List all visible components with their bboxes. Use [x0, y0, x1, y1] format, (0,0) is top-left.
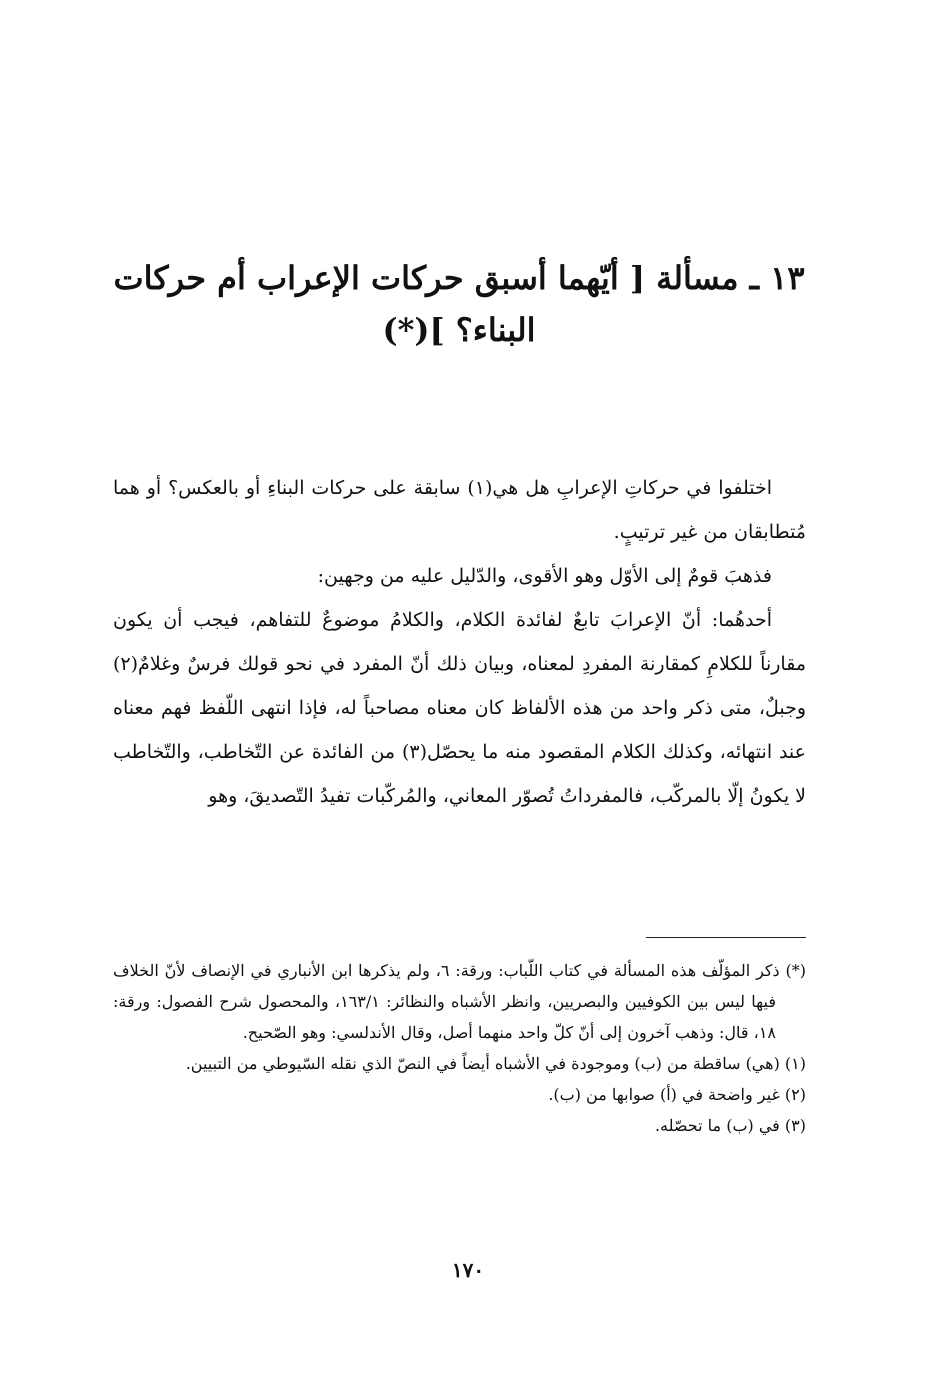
- paragraph-3: أحدهُما: أنّ الإعرابَ تابعٌ لفائدة الكلام، والكلامُ موضوعٌ للتفاهم، فيجب أن يكون مقارناً للكلامِ كمقارنة المفردِ لمعناه، وبيان ذلك أنّ المفرد في نحو قولك فرسٌ وغلامٌ(٢) وجبلٌ، متى ذكر واحد من هذه الألفاظ كان معناه مصاحباً له، فإذا انتهى اللّفظ فهم معناه عند انتهائه، وكذلك الكلام المقصود منه ما يحصّل(٣) من الفائدة عن التّخاطب، والتّخاطب لا يكونُ إلّا بالمركّب، فالمفرداتُ تُصوّر المعاني، والمُركّبات تفيدُ التّصديقَ، وهو: [113, 609, 807, 807]
- title-line-2: البناء؟ ](*): [382, 311, 536, 349]
- footnote-divider: [646, 937, 806, 938]
- main-text: [113, 466, 806, 818]
- title-line-1: ١٣ ـ مسألة [ أيّهما أسبق حركات الإعراب أم حركات: [113, 259, 805, 297]
- paragraph-1: اختلفوا في حركاتِ الإعرابِ هل هي(١) سابقة على حركات البناءِ أو بالعكس؟ أو هما مُتطابقان من غير ترتيبٍ.: [113, 477, 806, 543]
- footnotes: [113, 955, 806, 1141]
- page-number: ١٧٠: [451, 1258, 485, 1282]
- page-title: [110, 252, 808, 356]
- footnote-2: (٢) غير واضحة في (أ) صوابها من (ب).: [548, 1085, 806, 1104]
- footnote-3: (٣) في (ب) ما تحصّله.: [654, 1116, 806, 1135]
- paragraph-2: فذهبَ قومٌ إلى الأوّل وهو الأقوى، والدّليل عليه من وجهين:: [317, 565, 772, 587]
- footnote-1: (١) (هي) ساقطة من (ب) وموجودة في الأشباه أيضاً في النصّ الذي نقله السّيوطي من التبيين.: [185, 1054, 806, 1073]
- footnote-star: (*) ذكر المؤلّف هذه المسألة في كتاب اللّباب: ورقة: ٦، ولم يذكرها ابن الأنباري في الإنصاف لأنّ الخلاف فيها ليس بين الكوفيين والبصريين، وانظر الأشباه والنظائر: ١٦٣/١، والمحصول شرح الفصول: ورقة: ١٨، قال: وذهب آخرون إلى أنّ كلّ واحد منهما أصل، وقال الأندلسي: وهو الصّحيح.: [113, 961, 807, 1042]
